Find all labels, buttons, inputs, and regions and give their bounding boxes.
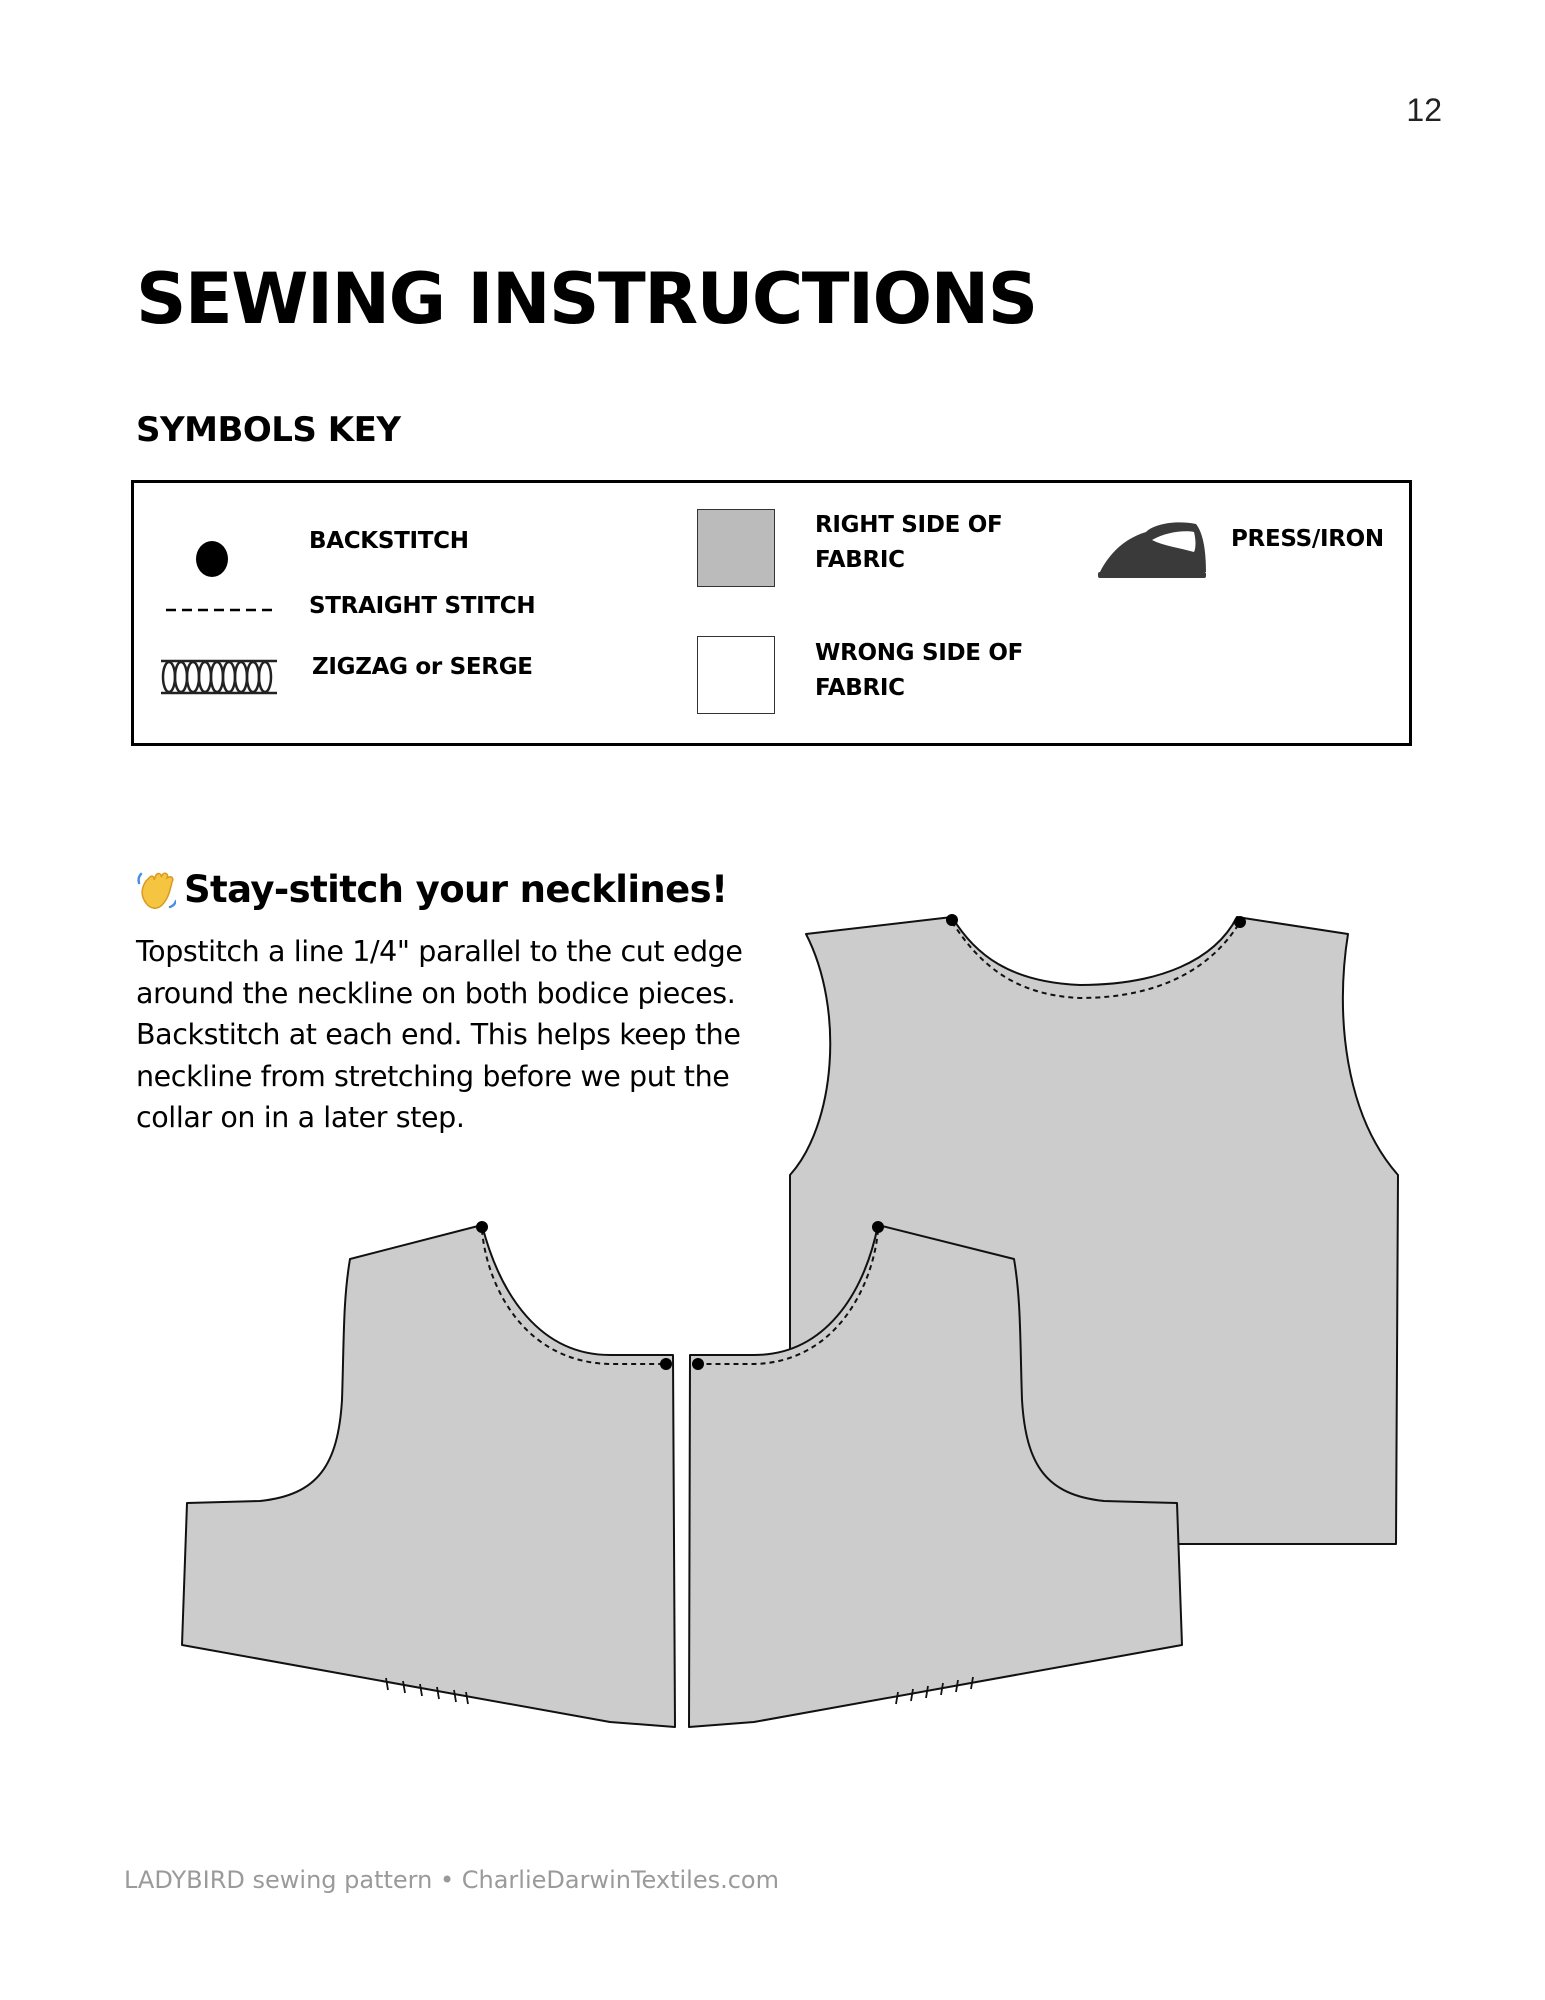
step-heading-text: Stay-stitch your necklines! — [184, 868, 728, 911]
page-footer: LADYBIRD sewing pattern • CharlieDarwinTextiles.com — [124, 1866, 779, 1894]
backstitch-dot — [946, 914, 958, 926]
left-front-bodice-piece — [182, 1225, 675, 1727]
wrong-side-label-line2: FABRIC — [815, 675, 905, 701]
straight-stitch-label: STRAIGHT STITCH — [309, 593, 536, 619]
right-side-label-line2: FABRIC — [815, 547, 905, 573]
instruction-line: collar on in a later step. — [136, 1101, 465, 1134]
instruction-line: around the neckline on both bodice pieces. — [136, 976, 736, 1010]
right-side-label-line1: RIGHT SIDE OF — [815, 512, 1003, 538]
instruction-line: Backstitch at each end. This helps keep the — [136, 1018, 741, 1051]
instruction-line: neckline from stretching before we put the — [136, 1059, 730, 1093]
backstitch-dot — [872, 1221, 884, 1233]
zigzag-serge-label: ZIGZAG or SERGE — [312, 654, 533, 680]
page-title: SEWING INSTRUCTIONS — [136, 258, 1037, 340]
backstitch-dot — [1234, 916, 1246, 928]
symbols-key-heading: SYMBOLS KEY — [136, 410, 401, 450]
backstitch-dot — [660, 1358, 672, 1370]
wrong-side-label-line1: WRONG SIDE OF — [815, 640, 1024, 666]
backstitch-dot — [692, 1358, 704, 1370]
page-number: 12 — [1406, 92, 1442, 128]
backstitch-dot — [476, 1221, 488, 1233]
backstitch-label: BACKSTITCH — [309, 528, 469, 554]
instruction-line: Topstitch a line 1/4" parallel to the cut edge — [136, 935, 743, 968]
press-iron-label: PRESS/IRON — [1231, 526, 1384, 552]
